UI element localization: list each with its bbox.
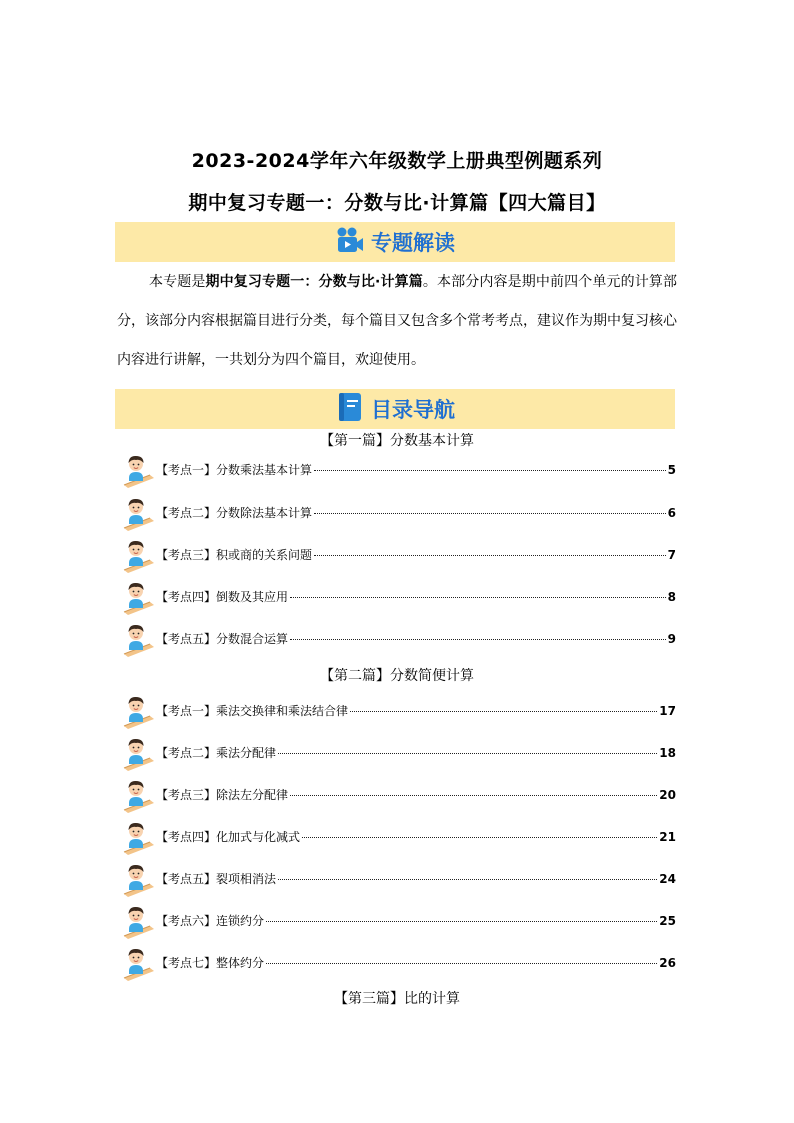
toc-entry-label: 【考点四】倒数及其应用 [156, 590, 289, 604]
toc-entry-page: 7 [667, 548, 676, 562]
toc-banner [115, 389, 675, 429]
student-avatar-icon [120, 579, 156, 615]
toc-entry-label: 【考点二】分数除法基本计算 [156, 506, 313, 520]
leader-dots [266, 921, 657, 922]
toc-entry-page: 6 [667, 506, 676, 520]
student-avatar-icon [120, 819, 156, 855]
toc-entry-page: 24 [659, 872, 676, 886]
toc-entry-label: 【考点一】乘法交换律和乘法结合律 [156, 704, 349, 718]
student-avatar-icon [120, 861, 156, 897]
toc-entry-label: 【考点五】裂项相消法 [156, 872, 277, 886]
video-camera-icon [335, 225, 365, 259]
toc-banner-label: 目录导航 [371, 398, 455, 422]
student-avatar-icon [120, 537, 156, 573]
toc-entry-page: 21 [659, 830, 676, 844]
toc-entry-page: 17 [659, 704, 676, 718]
page-subtitle: 期中复习专题一：分数与比·计算篇【四大篇目】 [188, 192, 606, 214]
leader-dots [350, 711, 657, 712]
toc-entry-label: 【考点三】积或商的关系问题 [156, 548, 313, 562]
toc-entry[interactable] [120, 861, 680, 897]
leader-dots [278, 753, 657, 754]
student-avatar-icon [120, 777, 156, 813]
student-avatar-icon [120, 945, 156, 981]
toc-entry[interactable] [120, 579, 680, 615]
intro-paragraph [117, 263, 677, 380]
leader-dots [314, 470, 666, 471]
toc-entry[interactable] [120, 735, 680, 771]
leader-dots [302, 837, 657, 838]
toc-section-title: 【第二篇】分数简便计算 [320, 668, 474, 684]
toc-entry-label: 【考点七】整体约分 [156, 956, 265, 970]
toc-entry-label: 【考点三】除法左分配律 [156, 788, 289, 802]
toc-section-title: 【第一篇】分数基本计算 [320, 433, 474, 449]
toc-entry[interactable] [120, 693, 680, 729]
toc-entry[interactable] [120, 495, 680, 531]
toc-section-title: 【第三篇】比的计算 [334, 991, 460, 1007]
student-avatar-icon [120, 693, 156, 729]
page-title: 2023-2024学年六年级数学上册典型例题系列 [191, 150, 603, 172]
intro-text-2: 。本部分内容是期中前四个单元的计算部分，该部分内容根据篇目进行分类，每个篇目又包含多个常考考点，建议作为期中复习核心内容进行讲解，一共划分为四个篇目，欢迎使用。 [117, 274, 678, 368]
toc-entry[interactable] [120, 945, 680, 981]
leader-dots [290, 639, 666, 640]
toc-entry-page: 5 [667, 463, 676, 477]
intro-banner-label: 专题解读 [371, 231, 455, 255]
toc-entry[interactable] [120, 621, 680, 657]
toc-entry-label: 【考点五】分数混合运算 [156, 632, 289, 646]
book-icon [335, 391, 365, 427]
leader-dots [290, 795, 657, 796]
toc-entry-page: 18 [659, 746, 676, 760]
leader-dots [290, 597, 666, 598]
student-avatar-icon [120, 452, 156, 488]
leader-dots [314, 555, 666, 556]
toc-entry[interactable] [120, 777, 680, 813]
intro-text-1: 本专题是 [149, 274, 206, 290]
student-avatar-icon [120, 735, 156, 771]
intro-banner [115, 222, 675, 262]
toc-entry[interactable] [120, 903, 680, 939]
toc-entry-page: 8 [667, 590, 676, 604]
toc-entry-label: 【考点二】乘法分配律 [156, 746, 277, 760]
toc-entry-label: 【考点一】分数乘法基本计算 [156, 463, 313, 477]
student-avatar-icon [120, 621, 156, 657]
toc-entry-page: 26 [659, 956, 676, 970]
toc-entry[interactable] [120, 452, 680, 488]
toc-entry-label: 【考点六】连锁约分 [156, 914, 265, 928]
toc-entry-page: 25 [659, 914, 676, 928]
leader-dots [278, 879, 657, 880]
student-avatar-icon [120, 903, 156, 939]
toc-entry-label: 【考点四】化加式与化减式 [156, 830, 301, 844]
intro-text-bold: 期中复习专题一：分数与比·计算篇 [205, 274, 423, 290]
leader-dots [266, 963, 657, 964]
leader-dots [314, 513, 666, 514]
toc-entry-page: 20 [659, 788, 676, 802]
toc-entry[interactable] [120, 537, 680, 573]
toc-entry[interactable] [120, 819, 680, 855]
toc-entry-page: 9 [667, 632, 676, 646]
student-avatar-icon [120, 495, 156, 531]
